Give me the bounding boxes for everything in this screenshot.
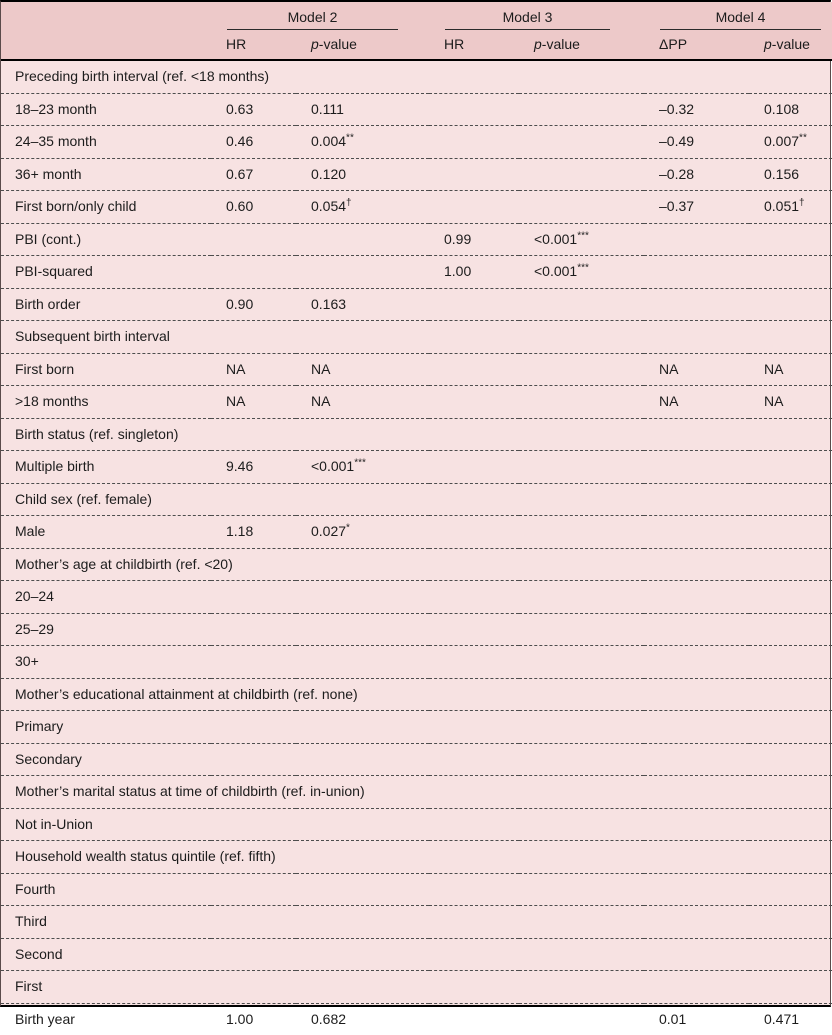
value-cell: 0.90: [211, 288, 296, 321]
value-cell: [429, 93, 519, 126]
model2-hr-header: HR: [211, 30, 296, 60]
value-cell: [429, 808, 519, 841]
value-cell: [749, 451, 832, 484]
value-cell: <0.001***: [519, 223, 644, 256]
value-cell: [429, 971, 519, 1004]
value-cell: [296, 906, 429, 939]
table-row: [1, 873, 832, 906]
row-label: 36+ month: [1, 158, 211, 191]
value-cell: 9.46: [211, 451, 296, 484]
row-label: 30+: [1, 646, 211, 679]
table-header: [1, 2, 832, 60]
table-row: [1, 581, 832, 614]
significance-marker: *: [346, 522, 350, 534]
row-label: Birth year: [15, 1010, 75, 1027]
value-cell: [644, 906, 749, 939]
value-cell: 0.67: [211, 158, 296, 191]
table-row: [1, 971, 832, 1004]
row-label: Primary: [1, 711, 211, 744]
section-label: Mother’s marital status at time of childbirth (ref. in-union): [1, 776, 832, 809]
value-cell: [211, 971, 296, 1004]
value-cell: 1.00: [429, 256, 519, 289]
table-row: [1, 451, 832, 484]
significance-marker: ***: [577, 229, 589, 241]
section-label: Birth status (ref. singleton): [1, 418, 832, 451]
table-row: [1, 353, 832, 386]
row-label: 24–35 month: [1, 126, 211, 159]
value-cell: [429, 646, 519, 679]
model3-label: Model 3: [445, 9, 610, 30]
value-cell: [519, 971, 644, 1004]
value-cell: –0.32: [644, 93, 749, 126]
value-cell: [644, 613, 749, 646]
value-cell: [211, 743, 296, 776]
value-cell: [429, 873, 519, 906]
value-cell: –0.37: [644, 191, 749, 224]
table-row: [1, 191, 832, 224]
value-cell: [519, 451, 644, 484]
value-cell: [429, 938, 519, 971]
significance-marker: †: [346, 197, 352, 209]
value-cell: [519, 743, 644, 776]
value-cell: [749, 906, 832, 939]
value-cell: [644, 581, 749, 614]
value-cell: [519, 191, 644, 224]
table-row: [1, 223, 832, 256]
table-row: [1, 256, 832, 289]
value-cell: [296, 743, 429, 776]
value-cell: [429, 516, 519, 549]
value-cell: [519, 613, 644, 646]
value-cell: [296, 613, 429, 646]
table-row: [1, 743, 832, 776]
value-cell: [519, 906, 644, 939]
section-row: [1, 321, 832, 354]
value-cell: [519, 646, 644, 679]
value-cell: [644, 711, 749, 744]
value-cell: [644, 451, 749, 484]
row-label: 25–29: [1, 613, 211, 646]
value-cell: 0.007**: [749, 126, 832, 159]
value-cell: 1.18: [211, 516, 296, 549]
value-cell: NA: [749, 353, 832, 386]
section-row: [1, 548, 832, 581]
section-row: [1, 776, 832, 809]
value-cell: [429, 288, 519, 321]
row-label: PBI (cont.): [1, 223, 211, 256]
value-cell: [211, 646, 296, 679]
section-row: [1, 678, 832, 711]
value-cell: 0.163: [296, 288, 429, 321]
value-cell: [211, 581, 296, 614]
value-cell: [519, 158, 644, 191]
section-row: [1, 60, 832, 93]
value-cell: [429, 906, 519, 939]
section-label: Household wealth status quintile (ref. fifth): [1, 841, 832, 874]
table-row: [1, 126, 832, 159]
value-cell: [429, 451, 519, 484]
value-cell: [749, 646, 832, 679]
value-cell: [644, 938, 749, 971]
value-cell: [749, 808, 832, 841]
row-label: Secondary: [1, 743, 211, 776]
value-cell: [749, 288, 832, 321]
value-cell: 0.682: [311, 1010, 347, 1027]
value-cell: 0.027*: [296, 516, 429, 549]
table-row: [1, 93, 832, 126]
model2-label: Model 2: [227, 9, 398, 30]
row-label: Multiple birth: [1, 451, 211, 484]
value-cell: [519, 808, 644, 841]
value-cell: [644, 256, 749, 289]
model2-pvalue-header: p-value: [296, 30, 429, 60]
table-row: [1, 613, 832, 646]
value-cell: [519, 386, 644, 419]
table-row: [1, 158, 832, 191]
model4-header: [644, 2, 832, 30]
value-cell: [749, 938, 832, 971]
row-label: PBI-squared: [1, 256, 211, 289]
value-cell: [749, 223, 832, 256]
value-cell: [296, 646, 429, 679]
value-cell: [519, 93, 644, 126]
model3-header: [429, 2, 644, 30]
value-cell: 0.054†: [296, 191, 429, 224]
value-cell: [519, 581, 644, 614]
section-label: Mother’s age at childbirth (ref. <20): [1, 548, 832, 581]
row-label: Second: [1, 938, 211, 971]
value-cell: [519, 288, 644, 321]
table-row: [1, 1003, 832, 1035]
value-cell: 1.00: [226, 1010, 254, 1027]
model-header-row: [1, 2, 832, 30]
value-cell: [519, 516, 644, 549]
value-cell: [644, 808, 749, 841]
empty-corner-cell: [1, 2, 211, 30]
value-cell: NA: [644, 353, 749, 386]
significance-marker: †: [799, 197, 805, 209]
value-cell: [296, 223, 429, 256]
value-cell: [429, 353, 519, 386]
value-cell: [749, 581, 832, 614]
value-cell: –0.28: [644, 158, 749, 191]
value-cell: [429, 158, 519, 191]
value-cell: [429, 581, 519, 614]
value-cell: [644, 743, 749, 776]
row-label: Third: [1, 906, 211, 939]
table-body: [1, 60, 832, 1035]
value-cell: –0.49: [644, 126, 749, 159]
value-cell: 0.051†: [749, 191, 832, 224]
value-cell: NA: [749, 386, 832, 419]
results-table: [1, 2, 832, 1035]
value-cell: [749, 256, 832, 289]
table-row: [1, 386, 832, 419]
value-cell: [644, 873, 749, 906]
section-row: [1, 841, 832, 874]
significance-marker: **: [346, 132, 354, 144]
value-cell: [429, 126, 519, 159]
value-cell: 0.120: [296, 158, 429, 191]
value-cell: [211, 223, 296, 256]
value-cell: NA: [644, 386, 749, 419]
value-cell: [644, 646, 749, 679]
significance-marker: **: [799, 132, 807, 144]
value-cell: 0.99: [429, 223, 519, 256]
value-cell: [429, 191, 519, 224]
value-cell: [211, 613, 296, 646]
row-label: First: [1, 971, 211, 1004]
value-cell: [429, 1003, 519, 1035]
value-cell: [296, 581, 429, 614]
value-cell: NA: [296, 353, 429, 386]
section-label: Subsequent birth interval: [1, 321, 832, 354]
value-cell: 0.156: [749, 158, 832, 191]
row-label: Not in-Union: [1, 808, 211, 841]
table-row: [1, 938, 832, 971]
table-row: [1, 646, 832, 679]
row-label: 18–23 month: [1, 93, 211, 126]
value-cell: 0.004**: [296, 126, 429, 159]
value-cell: [519, 873, 644, 906]
row-label: Fourth: [1, 873, 211, 906]
row-label: >18 months: [1, 386, 211, 419]
value-cell: [519, 938, 644, 971]
value-cell: [296, 256, 429, 289]
value-cell: [429, 743, 519, 776]
value-cell: [749, 743, 832, 776]
significance-marker: ***: [354, 457, 366, 469]
value-cell: [644, 971, 749, 1004]
value-cell: [429, 613, 519, 646]
value-cell: [296, 938, 429, 971]
value-cell: [749, 613, 832, 646]
model2-header: [211, 2, 429, 30]
value-cell: <0.001***: [519, 256, 644, 289]
value-cell: [211, 808, 296, 841]
value-cell: [211, 256, 296, 289]
value-cell: [644, 223, 749, 256]
table-row: [1, 288, 832, 321]
column-header-row: [1, 30, 832, 60]
value-cell: [211, 906, 296, 939]
value-cell: 0.46: [211, 126, 296, 159]
value-cell: [211, 938, 296, 971]
value-cell: 0.111: [296, 93, 429, 126]
table-row: [1, 711, 832, 744]
model3-hr-header: HR: [429, 30, 519, 60]
table-row: [1, 516, 832, 549]
value-cell: 0.63: [211, 93, 296, 126]
value-cell: <0.001***: [296, 451, 429, 484]
model4-dpp-header: ΔPP: [644, 30, 749, 60]
table-row: [1, 808, 832, 841]
table-row: [1, 906, 832, 939]
value-cell: [211, 711, 296, 744]
value-cell: NA: [296, 386, 429, 419]
section-row: [1, 483, 832, 516]
value-cell: [749, 971, 832, 1004]
value-cell: [296, 711, 429, 744]
row-label: First born/only child: [1, 191, 211, 224]
value-cell: [749, 516, 832, 549]
value-cell: [749, 873, 832, 906]
value-cell: 0.60: [211, 191, 296, 224]
value-cell: [644, 516, 749, 549]
value-cell: [296, 808, 429, 841]
row-label: 20–24: [1, 581, 211, 614]
row-label: First born: [1, 353, 211, 386]
section-label: Preceding birth interval (ref. <18 months): [1, 60, 832, 93]
value-cell: [519, 353, 644, 386]
section-label: Mother’s educational attainment at childbirth (ref. none): [1, 678, 832, 711]
variable-column-header: [1, 30, 211, 60]
value-cell: [644, 288, 749, 321]
value-cell: [519, 126, 644, 159]
value-cell: [519, 1003, 644, 1035]
model3-pvalue-header: p-value: [519, 30, 644, 60]
model4-pvalue-header: p-value: [749, 30, 832, 60]
value-cell: 0.108: [749, 93, 832, 126]
value-cell: [296, 873, 429, 906]
value-cell: NA: [211, 353, 296, 386]
model4-label: Model 4: [660, 9, 821, 30]
value-cell: NA: [211, 386, 296, 419]
row-label: Birth order: [1, 288, 211, 321]
value-cell: 0.471: [764, 1010, 800, 1027]
value-cell: [429, 386, 519, 419]
row-label: Male: [1, 516, 211, 549]
value-cell: [519, 711, 644, 744]
value-cell: [296, 971, 429, 1004]
value-cell: 0.01: [659, 1010, 687, 1027]
significance-marker: ***: [577, 262, 589, 274]
value-cell: [749, 711, 832, 744]
section-label: Child sex (ref. female): [1, 483, 832, 516]
section-row: [1, 418, 832, 451]
value-cell: [211, 873, 296, 906]
value-cell: [429, 711, 519, 744]
